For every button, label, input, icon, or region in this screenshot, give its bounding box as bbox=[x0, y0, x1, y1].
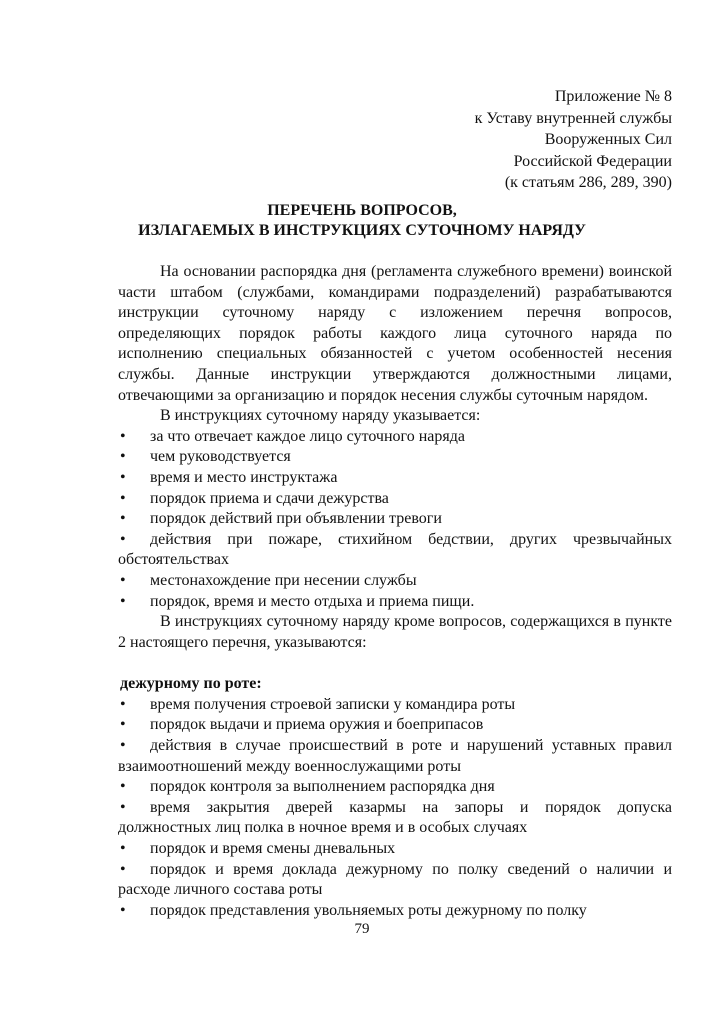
bullet-icon: • bbox=[120, 530, 126, 548]
list-item bbox=[118, 695, 672, 716]
list-item-text: порядок выдачи и приема оружия и боеприпасов bbox=[150, 716, 484, 734]
section-heading: дежурному по роте: bbox=[120, 675, 262, 693]
bullet-icon: • bbox=[120, 860, 126, 878]
list-item-text: время и место инструктажа bbox=[150, 468, 338, 486]
list-item-text: за что отвечает каждое лицо суточного наряда bbox=[150, 427, 465, 445]
list-item-text: действия в случае происшествий в роте и нарушений уставных правил bbox=[150, 737, 672, 755]
list-item-text-continued: должностных лиц полка в ночное время и в особых случаях bbox=[118, 819, 528, 837]
paragraph-line: 2 настоящего перечня, указываются: bbox=[118, 633, 367, 651]
list-item bbox=[118, 530, 672, 571]
bullet-icon: • bbox=[120, 510, 126, 528]
bullet-icon: • bbox=[120, 571, 126, 589]
bullet-icon: • bbox=[120, 592, 126, 610]
list-item bbox=[118, 509, 672, 530]
bullet-icon: • bbox=[120, 468, 126, 486]
bullet-icon: • bbox=[120, 737, 126, 755]
list-item bbox=[118, 798, 672, 839]
intro-line: исполнению специальных обязанностей с учетом особенностей несения bbox=[118, 345, 672, 363]
list-item-text-continued: расходе личного состава роты bbox=[118, 881, 323, 899]
list-item-text: время получения строевой записки у командира роты bbox=[150, 695, 516, 713]
bullet-icon: • bbox=[120, 427, 126, 445]
list-item bbox=[118, 860, 672, 901]
bullet-icon: • bbox=[120, 901, 126, 919]
list-item-text: порядок представления увольняемых роты дежурному по полку bbox=[150, 901, 587, 919]
bullet-icon: • bbox=[120, 695, 126, 713]
list-intro: В инструкциях суточному наряду указывается: bbox=[160, 407, 481, 425]
list-item bbox=[118, 715, 672, 736]
intro-line: определяющих порядок работы каждого лица суточного наряда по bbox=[118, 324, 672, 342]
list-item-text: чем руководствуется bbox=[150, 448, 291, 466]
list-item bbox=[118, 839, 672, 860]
intro-line: На основании распорядка дня (регламента служебного времени) воинской bbox=[160, 263, 672, 280]
appendix-header bbox=[475, 86, 672, 194]
document-title bbox=[0, 201, 724, 241]
list-item-text-continued: обстоятельствах bbox=[118, 551, 229, 569]
document-body bbox=[118, 262, 672, 921]
list-item-text: порядок, время и место отдыха и приема пищи. bbox=[150, 592, 475, 610]
list-item-text: действия при пожаре, стихийном бедствии, других чрезвычайных bbox=[150, 530, 672, 548]
bullet-icon: • bbox=[120, 716, 126, 734]
list-item bbox=[118, 468, 672, 489]
appendix-line: (к статьям 286, 289, 390) bbox=[504, 174, 672, 191]
appendix-line: Приложение № 8 bbox=[554, 88, 672, 105]
intro-line: части штабом (службами, командирами подразделений) разрабатываются bbox=[118, 283, 672, 301]
list-item bbox=[118, 777, 672, 798]
list-item-text: порядок и время доклада дежурному по полку сведений о наличии и bbox=[150, 860, 672, 878]
list-item bbox=[118, 901, 672, 922]
appendix-line: к Уставу внутренней службы bbox=[474, 109, 672, 127]
bullet-icon: • bbox=[120, 778, 126, 796]
list-item bbox=[118, 736, 672, 777]
list-item bbox=[118, 489, 672, 510]
paragraph-line: В инструкциях суточному наряду кроме вопросов, содержащихся в пункте bbox=[160, 613, 672, 631]
title-line: ПЕРЕЧЕНЬ ВОПРОСОВ, bbox=[267, 202, 457, 219]
list-item-text: порядок и время смены дневальных bbox=[150, 840, 396, 858]
intro-line: отвечающими за организацию и порядок несения службы суточным нарядом. bbox=[118, 386, 649, 404]
list-item-text: местонахождение при несении службы bbox=[150, 571, 417, 589]
list-item bbox=[118, 592, 672, 613]
appendix-line: Вооруженных Сил bbox=[544, 131, 672, 148]
bullet-icon: • bbox=[120, 489, 126, 507]
appendix-line: Российской Федерации bbox=[513, 152, 672, 170]
page-number: 79 bbox=[354, 921, 370, 937]
list-item-text: порядок приема и сдачи дежурства bbox=[150, 489, 389, 507]
list-item-text: порядок контроля за выполнением распорядка дня bbox=[150, 778, 495, 796]
intro-line: службы. Данные инструкции утверждаются должностными лицами, bbox=[118, 365, 672, 383]
intro-line: инструкции суточному наряду с изложением перечня вопросов, bbox=[118, 304, 672, 322]
bullet-icon: • bbox=[120, 798, 126, 816]
list-item-text: время закрытия дверей казармы на запоры и порядок допуска bbox=[150, 798, 672, 816]
list-item bbox=[118, 447, 672, 468]
list-item-text-continued: взаимоотношений между военнослужащими роты bbox=[118, 757, 461, 775]
list-item-text: порядок действий при объявлении тревоги bbox=[150, 510, 442, 528]
title-line: ИЗЛАГАЕМЫХ В ИНСТРУКЦИЯХ СУТОЧНОМУ НАРЯДУ bbox=[138, 222, 586, 239]
bullet-icon: • bbox=[120, 840, 126, 858]
list-item bbox=[118, 571, 672, 592]
list-item bbox=[118, 427, 672, 448]
bullet-icon: • bbox=[120, 448, 126, 466]
